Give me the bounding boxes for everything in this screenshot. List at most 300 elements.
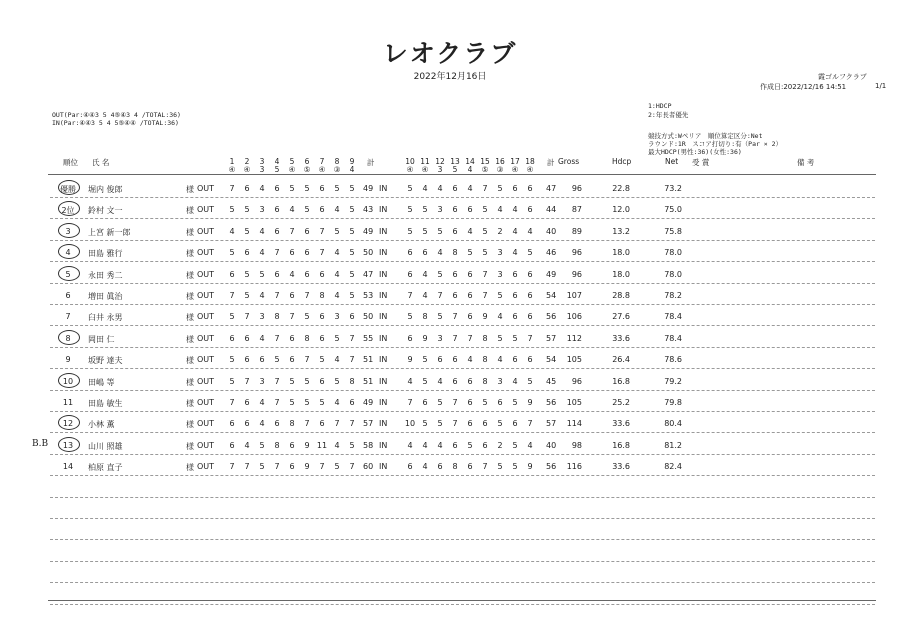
rule-line-4: ラウンド:1R スコア打切り:有（Par × 2） (648, 140, 783, 148)
hole-score-out: 6 (319, 312, 325, 322)
page-title: レオクラブ (382, 39, 518, 68)
hole-score-out: 8 (289, 419, 295, 429)
gross-score: 96 (571, 269, 582, 279)
hole-par-in: 4 (467, 165, 473, 174)
hole-score-in: 6 (527, 269, 533, 279)
player-name: 田島 雅行 (88, 249, 123, 259)
hole-score-in: 6 (437, 355, 443, 365)
hole-par-out: ④ (228, 165, 236, 174)
hole-score-in: 6 (512, 419, 518, 429)
out-total-header: 計 (367, 158, 375, 167)
hole-score-in: 5 (437, 269, 443, 279)
hole-score-in: 6 (527, 291, 533, 300)
out-total: 51 (363, 355, 374, 365)
empty-row-divider (50, 604, 875, 605)
hole-score-in: 4 (497, 355, 503, 365)
hole-score-out: 7 (289, 226, 295, 236)
row-divider (50, 368, 875, 369)
player-name: 小林 薫 (88, 420, 115, 430)
in-total: 44 (546, 205, 557, 215)
hole-score-in: 10 (404, 419, 416, 429)
rank-value: 11 (62, 398, 74, 407)
in-total: 40 (546, 440, 557, 450)
start-course: OUT (197, 291, 215, 300)
hole-score-in: 5 (422, 226, 428, 236)
net-score: 81.2 (664, 440, 682, 450)
out-total: 60 (363, 462, 374, 472)
hole-score-in: 5 (512, 333, 518, 343)
hole-score-out: 6 (349, 398, 355, 407)
hole-score-in: 4 (422, 440, 428, 450)
hole-score-out: 6 (289, 291, 295, 300)
hdcp-value: 16.8 (612, 440, 630, 450)
gross-score: 96 (571, 184, 582, 193)
hole-score-in: 5 (437, 226, 443, 236)
hole-score-out: 6 (304, 248, 310, 258)
hole-score-out: 6 (304, 226, 310, 236)
hole-score-out: 4 (259, 226, 265, 236)
player-name: 柏原 直子 (88, 463, 123, 473)
hole-score-out: 5 (349, 226, 355, 236)
hole-score-in: 7 (452, 312, 458, 322)
hole-score-out: 6 (289, 440, 295, 450)
out-total: 53 (363, 291, 374, 300)
hole-score-in: 5 (422, 355, 428, 365)
hole-score-in: 9 (482, 312, 488, 322)
hole-par-in: 5 (452, 165, 458, 174)
hole-score-out: 5 (244, 269, 250, 279)
hole-score-out: 7 (319, 462, 325, 472)
hole-score-in: 6 (527, 355, 533, 365)
hole-score-in: 7 (527, 419, 533, 429)
start-course: OUT (197, 205, 215, 215)
hole-par-in: ⑤ (481, 165, 489, 174)
hole-score-in: 7 (407, 291, 413, 300)
start-course: OUT (197, 398, 215, 407)
hole-score-out: 5 (274, 355, 280, 365)
hole-score-in: 6 (467, 205, 473, 215)
hole-score-out: 6 (319, 333, 325, 343)
hole-score-out: 5 (244, 291, 250, 300)
hole-number-in: 11 (420, 157, 430, 166)
gross-score: 114 (566, 419, 582, 429)
net-score: 79.8 (664, 398, 682, 407)
hole-score-out: 8 (274, 312, 280, 322)
row-divider (50, 475, 875, 476)
hole-score-in: 5 (497, 291, 503, 300)
hole-score-in: 3 (497, 269, 503, 279)
hole-score-out: 7 (319, 248, 325, 258)
hdcp-value: 18.0 (612, 269, 630, 279)
hole-score-out: 6 (289, 248, 295, 258)
hole-score-out: 7 (274, 333, 280, 343)
hole-score-in: 5 (407, 184, 413, 193)
hole-number-out: 1 (229, 157, 235, 166)
hdcp-value: 16.8 (612, 376, 630, 386)
hole-par-out: ④ (243, 165, 251, 174)
hole-par-out: 4 (349, 165, 355, 174)
hole-score-in: 6 (407, 333, 413, 343)
in-label: IN (379, 291, 388, 300)
hole-score-in: 5 (407, 312, 413, 322)
hole-score-out: 4 (259, 248, 265, 258)
hole-score-out: 6 (319, 376, 325, 386)
hole-score-out: 5 (304, 184, 310, 193)
hole-number-in: 15 (480, 157, 490, 166)
hole-score-in: 4 (497, 205, 503, 215)
gross-score: 96 (571, 248, 582, 258)
hole-score-in: 6 (467, 419, 473, 429)
hole-score-in: 7 (452, 333, 458, 343)
hole-score-out: 4 (259, 291, 265, 300)
row-divider (50, 261, 875, 262)
hole-score-in: 4 (437, 248, 443, 258)
hole-score-out: 3 (334, 312, 340, 322)
hole-score-out: 5 (349, 248, 355, 258)
in-total: 46 (546, 248, 557, 258)
player-name: 堀内 俊郎 (88, 185, 123, 194)
hole-score-out: 7 (334, 419, 340, 429)
in-total: 56 (546, 462, 557, 472)
net-score: 75.0 (664, 205, 682, 215)
hole-score-in: 6 (407, 269, 413, 279)
hole-number-out: 2 (244, 157, 250, 166)
hole-score-out: 7 (349, 462, 355, 472)
net-score: 78.4 (664, 312, 682, 322)
hole-score-out: 7 (274, 376, 280, 386)
in-label: IN (379, 355, 388, 365)
rank-value: 8 (65, 333, 71, 343)
rank-header: 順位 (63, 158, 78, 167)
hole-score-out: 5 (304, 312, 310, 322)
hole-score-out: 6 (319, 269, 325, 279)
hole-score-out: 6 (244, 355, 250, 365)
hole-score-out: 4 (259, 419, 265, 429)
player-name: 増田 眞治 (88, 292, 123, 301)
gross-score: 105 (566, 355, 582, 365)
hole-score-out: 6 (244, 248, 250, 258)
hole-score-in: 5 (527, 248, 533, 258)
hole-score-in: 4 (422, 184, 428, 193)
hole-score-in: 7 (527, 333, 533, 343)
hole-score-out: 5 (229, 248, 235, 258)
gross-score: 105 (566, 398, 582, 407)
hole-score-out: 6 (274, 184, 280, 193)
hole-score-out: 6 (274, 419, 280, 429)
hole-score-out: 8 (319, 291, 325, 300)
hole-score-in: 7 (467, 333, 473, 343)
hole-score-out: 5 (349, 269, 355, 279)
start-course: OUT (197, 248, 215, 258)
hole-score-out: 8 (304, 333, 310, 343)
hole-score-out: 6 (319, 205, 325, 215)
hole-par-out: ④ (288, 165, 296, 174)
in-total: 45 (546, 376, 557, 386)
in-label: IN (379, 398, 388, 407)
out-total: 50 (363, 312, 374, 322)
hole-score-in: 4 (422, 462, 428, 472)
page-number: 1/1 (875, 82, 887, 90)
hole-score-in: 6 (512, 291, 518, 300)
player-name: 田島 敏生 (88, 399, 123, 408)
in-label: IN (379, 419, 388, 429)
honorific: 様 (186, 356, 194, 366)
hole-number-out: 5 (289, 157, 295, 166)
hdcp-value: 26.4 (612, 355, 630, 365)
hole-score-out: 4 (244, 440, 250, 450)
hole-par-in: ④ (421, 165, 429, 174)
hole-score-in: 6 (512, 355, 518, 365)
hole-score-in: 5 (497, 419, 503, 429)
hole-number-in: 17 (510, 157, 520, 166)
out-total: 58 (363, 440, 374, 450)
created-timestamp: 作成日:2022/12/16 14:51 (760, 83, 847, 91)
hole-score-in: 9 (422, 333, 428, 343)
hole-score-in: 6 (497, 398, 503, 407)
hole-number-in: 16 (495, 157, 505, 166)
rank-value: 10 (62, 376, 74, 386)
hole-score-in: 7 (482, 291, 488, 300)
hole-score-in: 6 (527, 184, 533, 193)
hdcp-value: 28.8 (612, 291, 630, 300)
net-score: 78.0 (664, 248, 682, 258)
in-label: IN (379, 226, 388, 236)
hole-score-in: 5 (497, 462, 503, 472)
in-label: IN (379, 205, 388, 215)
hole-score-out: 5 (319, 398, 325, 407)
hole-score-in: 5 (422, 376, 428, 386)
hole-score-out: 5 (229, 312, 235, 322)
row-divider (50, 218, 875, 219)
handwritten-note: B.B (32, 438, 49, 449)
hole-score-in: 4 (437, 440, 443, 450)
hdcp-value: 33.6 (612, 419, 630, 429)
gross-score: 107 (566, 291, 582, 300)
hole-score-in: 5 (482, 398, 488, 407)
rank-value: 6 (65, 291, 71, 300)
hole-score-out: 4 (334, 355, 340, 365)
hole-score-out: 5 (349, 440, 355, 450)
start-course: OUT (197, 333, 215, 343)
hole-score-out: 5 (319, 355, 325, 365)
hdcp-value: 22.8 (612, 184, 630, 193)
hole-score-in: 8 (422, 312, 428, 322)
hole-score-in: 5 (422, 419, 428, 429)
hole-score-out: 5 (334, 184, 340, 193)
hdcp-header: Hdcp (612, 157, 632, 166)
player-name: 鈴村 文一 (88, 206, 123, 216)
hole-score-in: 4 (527, 226, 533, 236)
hole-number-out: 8 (334, 157, 340, 166)
hole-score-in: 3 (437, 205, 443, 215)
hole-score-out: 3 (259, 205, 265, 215)
row-divider (50, 197, 875, 198)
hole-score-in: 7 (437, 291, 443, 300)
start-course: OUT (197, 226, 215, 236)
empty-row-divider (50, 518, 875, 519)
hole-score-in: 6 (407, 462, 413, 472)
rank-value: 7 (65, 312, 71, 322)
hdcp-value: 33.6 (612, 462, 630, 472)
hole-score-out: 6 (244, 333, 250, 343)
rank-value: 優勝 (60, 185, 76, 194)
hole-score-out: 5 (289, 184, 295, 193)
hole-score-in: 5 (527, 376, 533, 386)
honorific: 様 (186, 463, 194, 473)
honorific: 様 (186, 399, 194, 408)
hole-score-in: 4 (512, 226, 518, 236)
hole-score-in: 5 (467, 440, 473, 450)
hole-par-out: ⑤ (303, 165, 311, 174)
start-course: OUT (197, 355, 215, 365)
hole-par-in: ④ (406, 165, 414, 174)
hole-score-in: 5 (437, 419, 443, 429)
hdcp-value: 27.6 (612, 312, 630, 322)
row-divider (50, 454, 875, 455)
hole-score-out: 4 (229, 226, 235, 236)
hole-score-in: 6 (482, 419, 488, 429)
header-rule (48, 174, 876, 175)
rule-line-1: 1:HDCP (648, 102, 672, 110)
rank-value: 3 (65, 226, 71, 236)
player-name: 坂野 達夫 (88, 356, 123, 366)
in-label: IN (379, 462, 388, 472)
out-total: 49 (363, 226, 374, 236)
hole-score-out: 5 (334, 226, 340, 236)
hole-score-out: 4 (334, 440, 340, 450)
hole-score-in: 4 (512, 205, 518, 215)
hdcp-value: 12.0 (612, 205, 630, 215)
hole-score-in: 6 (467, 462, 473, 472)
hole-score-in: 5 (407, 226, 413, 236)
start-course: OUT (197, 184, 215, 193)
hole-score-out: 9 (304, 462, 310, 472)
start-course: OUT (197, 376, 215, 386)
hole-score-in: 6 (467, 398, 473, 407)
hole-number-in: 14 (465, 157, 475, 166)
hole-number-out: 9 (349, 157, 355, 166)
in-total: 54 (546, 355, 557, 365)
hole-score-out: 5 (304, 376, 310, 386)
hole-score-in: 6 (512, 269, 518, 279)
out-total: 49 (363, 398, 374, 407)
hole-score-out: 7 (244, 376, 250, 386)
in-label: IN (379, 248, 388, 258)
hdcp-value: 13.2 (612, 226, 630, 236)
hole-score-out: 7 (319, 226, 325, 236)
honorific: 様 (186, 249, 194, 259)
row-divider (50, 304, 875, 305)
rank-value: 4 (65, 248, 71, 258)
hole-score-out: 7 (229, 398, 235, 407)
row-divider (50, 390, 875, 391)
hole-score-out: 4 (334, 269, 340, 279)
hole-score-in: 4 (527, 440, 533, 450)
rank-value: 14 (62, 462, 74, 472)
hole-score-out: 5 (259, 269, 265, 279)
hole-par-in: ④ (511, 165, 519, 174)
remarks-header: 備 考 (797, 158, 815, 167)
out-total: 57 (363, 419, 374, 429)
rule-line-2: 2:年長者優先 (648, 111, 689, 119)
par-out-line: OUT(Par:④④3 5 4⑤④3 4 /TOTAL:36) (52, 111, 181, 119)
hole-par-out: 3 (259, 165, 265, 174)
hole-score-in: 5 (467, 248, 473, 258)
hole-score-in: 4 (512, 376, 518, 386)
in-label: IN (379, 269, 388, 279)
rule-line-3: 競技方式:Wペリア 順位算定区分:Net (648, 132, 763, 140)
hole-score-in: 9 (527, 398, 533, 407)
hole-score-out: 6 (244, 419, 250, 429)
rank-value: 2位 (61, 206, 75, 216)
hole-score-in: 5 (407, 205, 413, 215)
gross-score: 106 (566, 312, 582, 322)
hole-score-out: 6 (349, 312, 355, 322)
hole-score-in: 8 (482, 355, 488, 365)
hole-score-in: 6 (467, 269, 473, 279)
hole-score-out: 7 (349, 355, 355, 365)
hole-number-in: 18 (525, 157, 535, 166)
gross-score: 96 (571, 376, 582, 386)
hole-score-out: 6 (319, 419, 325, 429)
empty-row-divider (50, 582, 875, 583)
hole-score-in: 8 (452, 248, 458, 258)
hole-score-in: 7 (482, 184, 488, 193)
player-name: 山川 照雄 (88, 441, 123, 451)
hole-par-out: 5 (274, 165, 280, 174)
hole-score-in: 3 (497, 248, 503, 258)
hole-score-in: 5 (482, 226, 488, 236)
empty-row-divider (50, 497, 875, 498)
hole-score-out: 6 (229, 440, 235, 450)
in-total: 57 (546, 419, 557, 429)
hole-score-out: 6 (244, 184, 250, 193)
out-total: 50 (363, 248, 374, 258)
gross-score: 89 (571, 226, 582, 236)
empty-row-divider (50, 539, 875, 540)
hole-score-out: 5 (244, 226, 250, 236)
honorific: 様 (186, 270, 194, 280)
player-name: 臼井 永男 (88, 313, 123, 323)
rank-value: 13 (62, 440, 74, 450)
hole-score-in: 6 (452, 205, 458, 215)
hole-par-out: ④ (318, 165, 326, 174)
hole-score-in: 6 (452, 226, 458, 236)
par-in-line: IN(Par:④④3 5 4 5⑤④④ /TOTAL:36) (52, 119, 179, 127)
net-score: 78.4 (664, 333, 682, 343)
hole-score-in: 6 (452, 355, 458, 365)
in-label: IN (379, 333, 388, 343)
hole-score-out: 7 (274, 398, 280, 407)
in-total: 56 (546, 312, 557, 322)
hole-number-in: 12 (435, 157, 445, 166)
hole-score-in: 6 (452, 440, 458, 450)
rule-line-5: 最大HDCP(男性:36)(女性:36) (648, 148, 742, 156)
hole-score-out: 6 (229, 333, 235, 343)
gross-score: 87 (571, 205, 582, 215)
in-total: 47 (546, 184, 557, 193)
hole-score-in: 2 (497, 226, 503, 236)
club-name: 霞ゴルフクラブ (818, 73, 867, 81)
hole-score-out: 6 (274, 226, 280, 236)
net-score: 78.0 (664, 269, 682, 279)
hole-score-out: 5 (259, 440, 265, 450)
hole-score-out: 7 (229, 184, 235, 193)
award-header: 受 賞 (692, 158, 710, 167)
hole-score-in: 6 (527, 205, 533, 215)
hole-score-in: 6 (452, 184, 458, 193)
hdcp-value: 25.2 (612, 398, 630, 407)
